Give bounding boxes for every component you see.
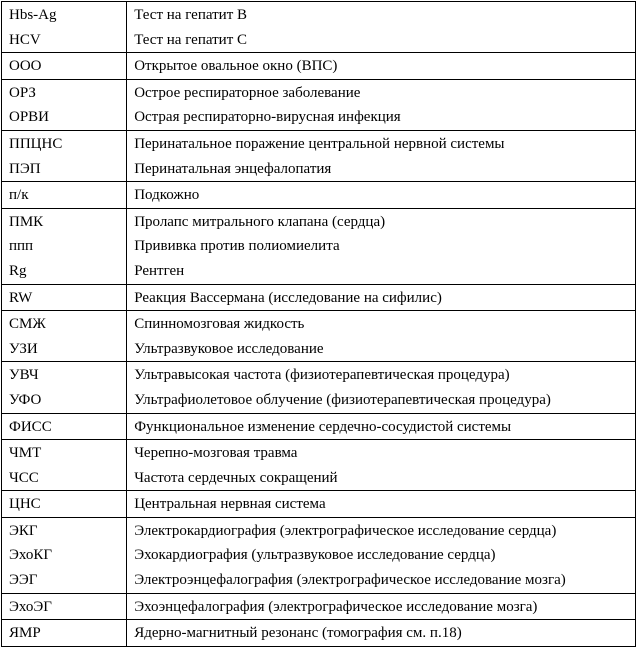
abbreviation-cell (2, 620, 127, 647)
abbreviation-definition: Частота сердечных сокращений (134, 469, 338, 486)
abbreviation-cell (2, 491, 127, 518)
definition-cell (127, 593, 636, 620)
abbreviation-definition: Тест на гепатит С (134, 31, 248, 48)
abbreviation-definition: Центральная нервная система (134, 496, 326, 513)
abbreviation-term: ЯМР (9, 625, 41, 642)
table-row (2, 413, 636, 440)
abbreviation-definition: Ультравысокая частота (физиотерапевтическая процедура) (134, 367, 510, 384)
abbreviation-term: HCV (9, 31, 41, 48)
abbreviation-cell (2, 362, 127, 413)
definition-cell (127, 208, 636, 284)
abbreviation-definition: Ядерно-магнитный резонанс (томография см. п.18) (134, 625, 462, 642)
abbreviation-definition: Электроэнцефалография (электрографическое исследование мозга) (134, 572, 566, 589)
abbreviation-definition: Острое респираторное заболевание (134, 84, 361, 101)
abbreviation-term: ПЭП (9, 160, 41, 177)
definition-cell (127, 517, 636, 593)
abbreviation-term: п/к (9, 187, 29, 204)
abbreviation-definition: Перинатальная энцефалопатия (134, 160, 332, 177)
abbreviation-cell (2, 208, 127, 284)
abbreviation-definition: Спинномозговая жидкость (134, 316, 305, 333)
abbreviation-term: ОРВИ (9, 109, 50, 126)
abbreviation-definition: Ультрафиолетовое облучение (физиотерапевтическая процедура) (134, 391, 551, 408)
abbreviation-definition: Острая респираторно-вирусная инфекция (134, 109, 401, 126)
abbreviation-cell (2, 517, 127, 593)
abbreviation-definition: Рентген (134, 262, 185, 279)
abbreviation-term: ЧМТ (9, 445, 42, 462)
abbreviation-term: ЭхоЭГ (9, 598, 52, 615)
abbreviation-term: ЦНС (9, 496, 41, 513)
abbreviation-term: ппп (9, 238, 34, 255)
abbreviation-term: УЗИ (9, 340, 38, 357)
abbreviation-term: ООО (9, 58, 42, 75)
table-row (2, 491, 636, 518)
abbreviation-cell (2, 413, 127, 440)
table-row (2, 53, 636, 80)
definition-cell (127, 130, 636, 181)
abbreviation-term: УФО (9, 391, 42, 408)
definition-cell (127, 311, 636, 362)
abbreviation-definition: Эхокардиография (ультразвуковое исследование сердца) (134, 547, 496, 564)
abbreviation-cell (2, 79, 127, 130)
abbreviation-term: RW (9, 289, 33, 306)
abbreviation-term: ОРЗ (9, 84, 36, 101)
abbreviation-term: ЭхоКГ (9, 547, 53, 564)
abbreviations-table-body (2, 2, 636, 647)
abbreviation-definition: Черепно-мозговая травма (134, 445, 298, 462)
table-row (2, 311, 636, 362)
abbreviation-cell (2, 284, 127, 311)
abbreviation-definition: Перинатальное поражение центральной нервной системы (134, 135, 505, 152)
abbreviation-definition: Ультразвуковое исследование (134, 340, 324, 357)
abbreviation-cell (2, 182, 127, 209)
abbreviation-cell (2, 593, 127, 620)
definition-cell (127, 79, 636, 130)
abbreviation-definition: Открытое овальное окно (ВПС) (134, 58, 338, 75)
definition-cell (127, 413, 636, 440)
abbreviation-term: Rg (9, 262, 27, 279)
table-row (2, 517, 636, 593)
abbreviation-cell (2, 130, 127, 181)
abbreviations-table (1, 1, 636, 647)
definition-cell (127, 53, 636, 80)
table-row (2, 620, 636, 647)
table-row (2, 284, 636, 311)
table-row (2, 130, 636, 181)
abbreviation-term: Hbs-Ag (9, 7, 57, 23)
definition-cell (127, 620, 636, 647)
abbreviation-term: ФИСС (9, 418, 52, 435)
abbreviation-cell (2, 53, 127, 80)
definition-cell (127, 2, 636, 53)
abbreviation-cell (2, 440, 127, 491)
abbreviation-definition: Функциональное изменение сердечно-сосудистой системы (134, 418, 512, 435)
abbreviation-definition: Реакция Вассермана (исследование на сифилис) (134, 289, 442, 306)
definition-cell (127, 182, 636, 209)
definition-cell (127, 284, 636, 311)
definition-cell (127, 491, 636, 518)
table-row (2, 362, 636, 413)
abbreviation-definition: Электрокардиография (электрографическое исследование сердца) (134, 522, 557, 539)
table-row (2, 79, 636, 130)
abbreviation-definition: Тест на гепатит В (134, 7, 248, 23)
abbreviation-term: ППЦНС (9, 135, 63, 152)
abbreviation-definition: Прививка против полиомиелита (134, 238, 340, 255)
abbreviation-cell (2, 2, 127, 53)
abbreviation-cell (2, 311, 127, 362)
abbreviation-term: УВЧ (9, 367, 39, 384)
abbreviation-term: ЭЭГ (9, 572, 38, 589)
table-row (2, 182, 636, 209)
abbreviation-term: ЭКГ (9, 522, 38, 539)
table-row (2, 2, 636, 53)
abbreviation-definition: Эхоэнцефалография (электрографическое исследование мозга) (134, 598, 538, 615)
table-row (2, 440, 636, 491)
abbreviation-definition: Подкожно (134, 187, 200, 204)
table-row (2, 593, 636, 620)
abbreviation-definition: Пролапс митрального клапана (сердца) (134, 213, 386, 230)
table-row (2, 208, 636, 284)
definition-cell (127, 440, 636, 491)
abbreviation-term: ПМК (9, 213, 44, 230)
abbreviation-term: ЧСС (9, 469, 39, 486)
abbreviation-term: СМЖ (9, 316, 46, 333)
definition-cell (127, 362, 636, 413)
